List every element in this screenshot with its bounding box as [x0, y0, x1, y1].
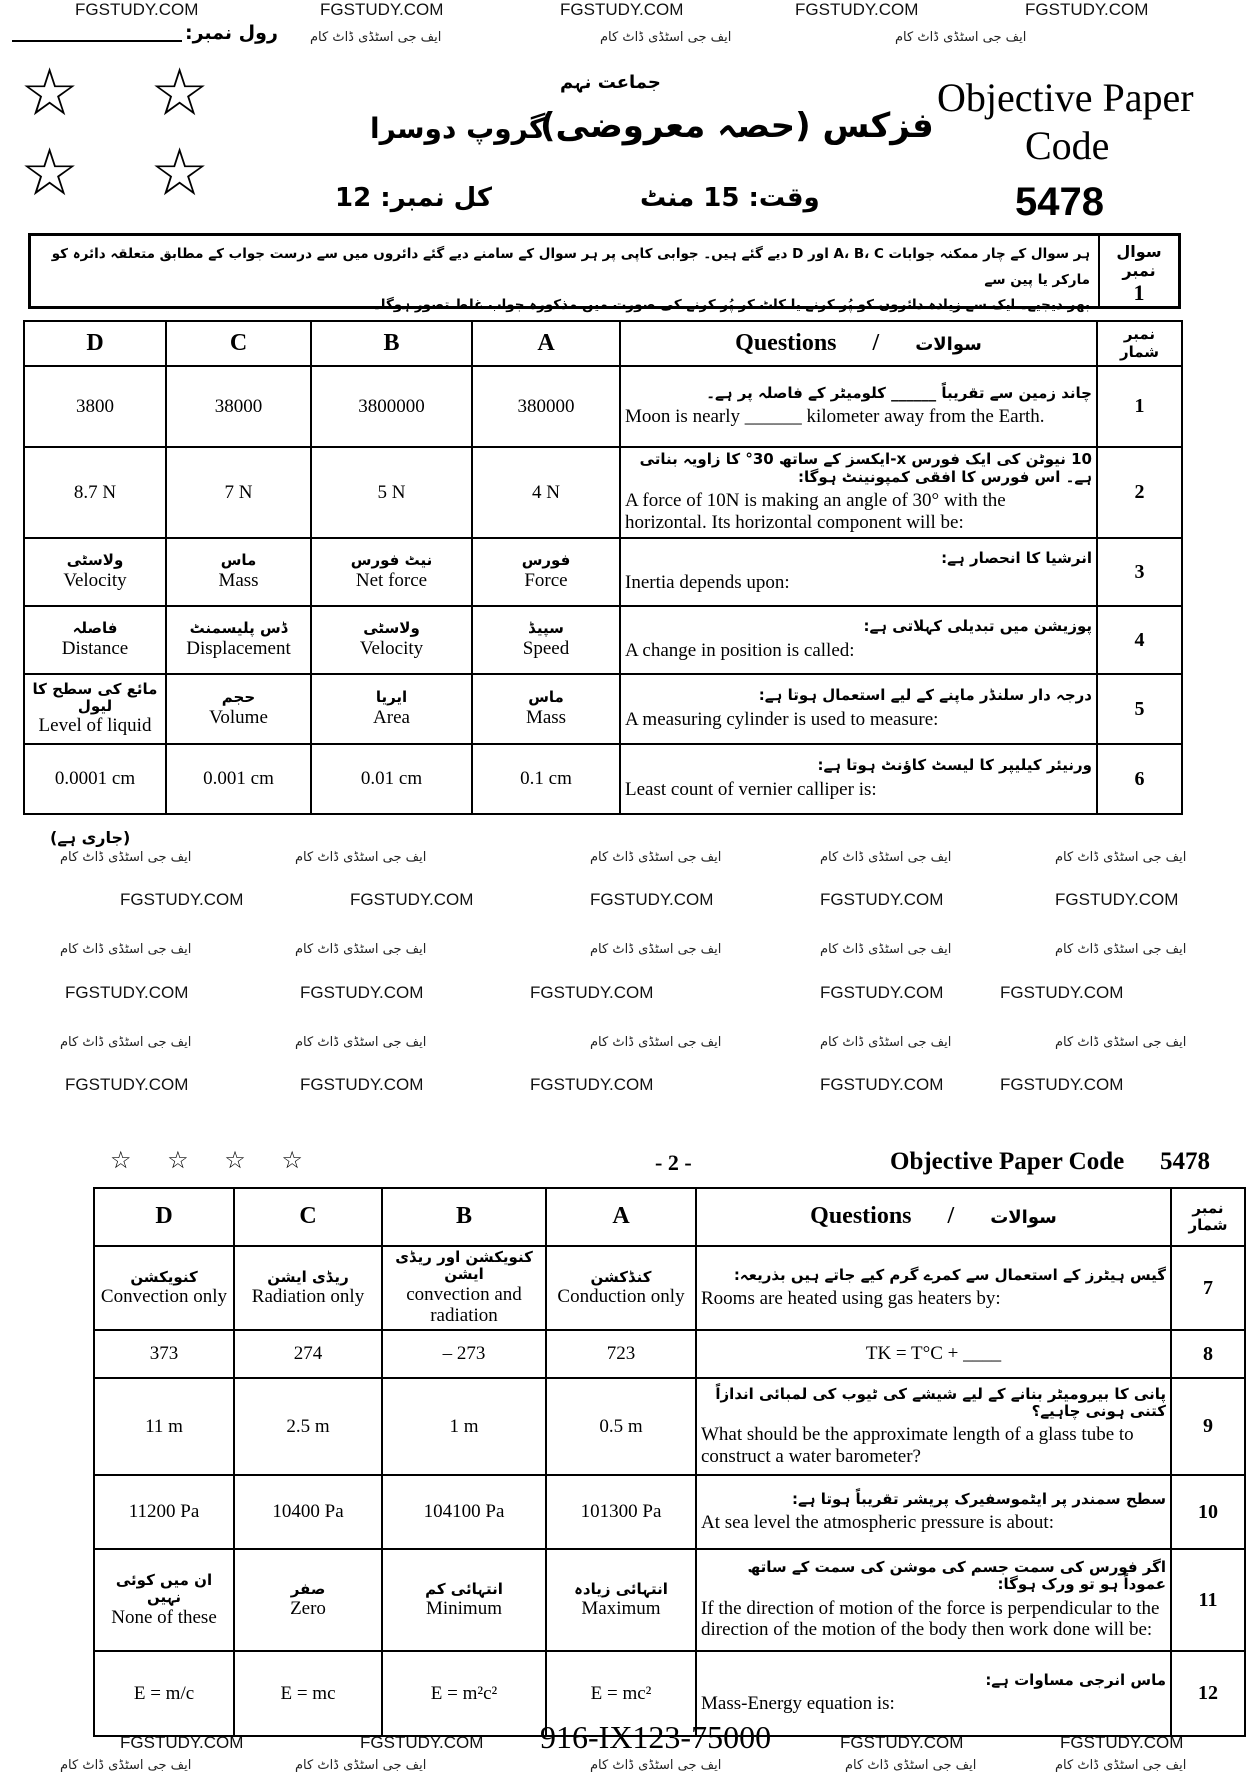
question-number-label: سوال نمبر: [1116, 242, 1162, 280]
column-number: نمبر شمار: [1171, 1188, 1245, 1246]
watermark-text: FGSTUDY.COM: [120, 1733, 244, 1752]
question-number: 2: [1097, 447, 1182, 538]
option-c-text: Zero: [290, 1597, 326, 1619]
question-number: 11: [1171, 1549, 1245, 1651]
option-a-text: Mass: [525, 706, 567, 728]
option-a: [546, 1475, 696, 1549]
paper-title-line1: Objective Paper: [937, 75, 1194, 120]
option-a-urdu: سپیڈ: [528, 619, 564, 638]
option-d: [94, 1549, 234, 1651]
column-d: D: [24, 321, 166, 366]
watermark-text: FGSTUDY.COM: [590, 890, 714, 909]
instruction-line-2: بھر دیجیے۔ ایک سے زیادہ دائروں کو پُر کرنے یا کاٹ کر پُر کرنے کی صورت میں مذکورہ جواب غلط تصور ہوگا۔: [372, 297, 1090, 314]
option-d-text: Level of liquid: [38, 715, 152, 737]
column-number: نمبر شمار: [1097, 321, 1182, 366]
question-urdu: درجہ دار سلنڈر ماپنے کے لیے استعمال ہوتا ہے:: [758, 686, 1092, 705]
watermark-text: FGSTUDY.COM: [1000, 1075, 1124, 1094]
question-urdu: ماس انرجی مساوات ہے:: [985, 1671, 1166, 1690]
watermark-text: FGSTUDY.COM: [820, 983, 944, 1002]
question-english: Mass-Energy equation is:: [701, 1693, 895, 1715]
option-b-text: Net force: [355, 569, 428, 591]
option-a: [472, 366, 620, 447]
option-d-text: E = m/c: [133, 1682, 195, 1704]
option-a-text: E = mc²: [590, 1682, 652, 1704]
watermark-urdu: ایف جی اسٹڈی ڈاٹ کام: [1055, 942, 1187, 957]
watermark-urdu: ایف جی اسٹڈی ڈاٹ کام: [60, 1758, 192, 1773]
option-d: [24, 447, 166, 538]
question-number: 3: [1097, 538, 1182, 606]
option-d-text: 3800: [76, 395, 114, 417]
option-d: [94, 1651, 234, 1736]
option-c: [234, 1651, 382, 1736]
option-a-text: 380000: [517, 395, 575, 417]
option-b-urdu: ولاسٹی: [363, 619, 420, 638]
watermark-text: FGSTUDY.COM: [350, 890, 474, 909]
table-header-row: [24, 321, 1182, 366]
option-c-urdu: ریڈی ایشن: [267, 1267, 349, 1286]
question-cell: [620, 447, 1097, 538]
option-b: [311, 674, 472, 744]
question-english: Inertia depends upon:: [625, 571, 790, 593]
option-d: [94, 1475, 234, 1549]
option-c-text: Volume: [209, 706, 268, 728]
table-row: [24, 447, 1182, 538]
option-d: [24, 606, 166, 674]
table-row: [94, 1246, 1245, 1330]
option-d: [94, 1378, 234, 1475]
option-b-urdu: نیٹ فورس: [350, 551, 433, 570]
subject-title: فزکس (حصہ معروضی): [540, 106, 934, 146]
option-a-text: Speed: [522, 637, 570, 659]
question-english: A measuring cylinder is used to measure:: [625, 708, 939, 730]
question-cell: [696, 1330, 1171, 1378]
watermark-urdu: ایف جی اسٹڈی ڈاٹ کام: [1055, 1758, 1187, 1773]
option-c-urdu: ماس: [220, 551, 257, 570]
question-cell: [696, 1246, 1171, 1330]
option-b: [311, 606, 472, 674]
option-a-urdu: فورس: [521, 551, 571, 570]
option-b-text: E = m²c²: [430, 1682, 498, 1704]
option-c: [166, 606, 311, 674]
option-d-urdu: ان میں کوئی نہیں: [115, 1571, 213, 1607]
roll-number-label: رول نمبر:: [185, 22, 278, 44]
total-marks: کل نمبر: 12: [335, 183, 492, 213]
column-b: B: [311, 321, 472, 366]
option-c: [234, 1549, 382, 1651]
star-icon: ☆: [20, 54, 80, 131]
option-d-text: 0.0001 cm: [54, 768, 136, 790]
star-icon: ☆: [150, 54, 210, 131]
option-d-text: 11 m: [145, 1415, 183, 1437]
option-b-text: Area: [373, 706, 410, 728]
column-questions: [696, 1188, 1171, 1246]
watermark-urdu: ایف جی اسٹڈی ڈاٹ کام: [1055, 1035, 1187, 1050]
question-cell: [620, 674, 1097, 744]
option-d: [24, 366, 166, 447]
table-row: [94, 1475, 1245, 1549]
watermark-text: FGSTUDY.COM: [560, 0, 684, 19]
option-c: [234, 1378, 382, 1475]
roll-number-line: [12, 40, 182, 42]
option-d: [94, 1330, 234, 1378]
table-row: [24, 744, 1182, 814]
option-c-text: 38000: [214, 395, 263, 417]
question-urdu: پانی کا بیرومیٹر بنانے کے لیے شیشے کی ٹیوب کی لمبائی اندازاً کتنی ہونی چاہیے؟: [715, 1384, 1166, 1420]
option-d-text: 8.7 N: [73, 481, 117, 503]
question-number: 1: [1097, 366, 1182, 447]
question-cell: [620, 538, 1097, 606]
column-d: D: [94, 1188, 234, 1246]
watermark-text: FGSTUDY.COM: [795, 0, 919, 19]
watermark-text: FGSTUDY.COM: [1000, 983, 1124, 1002]
option-d-urdu: ولاسٹی: [66, 551, 124, 570]
question-cell: [620, 366, 1097, 447]
option-c-text: 10400 Pa: [272, 1501, 344, 1523]
watermark-urdu: ایف جی اسٹڈی ڈاٹ کام: [845, 1758, 977, 1773]
watermark-text: FGSTUDY.COM: [1025, 0, 1149, 19]
watermark-urdu: ایف جی اسٹڈی ڈاٹ کام: [820, 1035, 952, 1050]
group-label: گروپ دوسرا: [370, 112, 546, 145]
questions-label: Questions: [735, 329, 837, 356]
table-row: [24, 674, 1182, 744]
questions-urdu-label: سوالات: [915, 333, 982, 355]
star-icon: ☆: [20, 134, 80, 211]
option-a-text: 0.1 cm: [520, 768, 572, 790]
option-c: [234, 1475, 382, 1549]
star-icon: ☆: [150, 134, 210, 211]
instruction-line-1: ہر سوال کے چار ممکنہ جوابات A، B، C اور D دیے گئے ہیں۔ جوابی کاپی پر ہر سوال کے سامنے دیے گئے دائروں میں سے درست جواب کے مطابق متعلقہ دائرہ کو مارکر یا پین سے: [51, 246, 1090, 288]
option-c: [166, 366, 311, 447]
paper-id: 916-IX123-75000: [540, 1719, 772, 1755]
page2-title: Objective Paper Code: [890, 1148, 1125, 1175]
question-urdu: گیس ہیٹرز کے استعمال سے کمرے گرم کیے جاتے ہیں بذریعہ:: [733, 1265, 1166, 1284]
option-a-urdu: ماس: [528, 688, 564, 707]
questions-table-2: [93, 1187, 1246, 1737]
watermark-urdu: ایف جی اسٹڈی ڈاٹ کام: [295, 942, 427, 957]
option-d-text: 11200 Pa: [128, 1501, 200, 1523]
option-a-text: Maximum: [581, 1597, 661, 1619]
option-c-text: 0.001 cm: [203, 768, 274, 790]
table-row: [24, 606, 1182, 674]
option-a: [472, 538, 620, 606]
option-c: [166, 674, 311, 744]
slash: /: [947, 1203, 955, 1230]
questions-table-1: [23, 320, 1183, 815]
question-number: 10: [1171, 1475, 1245, 1549]
option-b-text: Minimum: [425, 1597, 502, 1619]
question-cell: [696, 1378, 1171, 1475]
option-d-text: None of these: [111, 1606, 217, 1628]
option-b-urdu: ایریا: [375, 688, 408, 707]
option-b: [382, 1378, 546, 1475]
watermark-text: FGSTUDY.COM: [840, 1733, 964, 1752]
watermark-text: FGSTUDY.COM: [65, 1075, 189, 1094]
watermark-urdu: ایف جی اسٹڈی ڈاٹ کام: [590, 850, 722, 865]
option-b-text: 5 N: [377, 481, 406, 503]
column-a: A: [472, 321, 620, 366]
question-urdu: پوزیشن میں تبدیلی کہلاتی ہے:: [863, 617, 1092, 636]
question-urdu: اگر فورس کی سمت جسم کی موشن کی سمت کے ساتھ عموداً ہو تو ورک ہوگا:: [747, 1558, 1166, 1594]
option-a-text: 723: [606, 1343, 636, 1365]
question-number: 9: [1171, 1378, 1245, 1475]
watermark-text: FGSTUDY.COM: [530, 1075, 654, 1094]
option-a-urdu: انتہائی زیادہ: [574, 1579, 668, 1598]
watermark-urdu: ایف جی اسٹڈی ڈاٹ کام: [590, 942, 722, 957]
option-c: [234, 1330, 382, 1378]
watermark-text: FGSTUDY.COM: [360, 1733, 484, 1752]
option-a: [472, 674, 620, 744]
watermark-text: FGSTUDY.COM: [320, 0, 444, 19]
option-c-text: Mass: [218, 569, 259, 591]
question-cell: [620, 606, 1097, 674]
option-d-text: Convection only: [100, 1285, 228, 1307]
question-urdu: ورنیئر کیلیپر کا لیسٹ کاؤنٹ ہوتا ہے:: [817, 756, 1092, 775]
option-a: [546, 1378, 696, 1475]
watermark-urdu: ایف جی اسٹڈی ڈاٹ کام: [600, 30, 732, 45]
watermark-text: FGSTUDY.COM: [820, 1075, 944, 1094]
option-d: [94, 1246, 234, 1330]
option-b-text: 104100 Pa: [423, 1501, 505, 1523]
option-c-text: 7 N: [224, 481, 253, 503]
question-number: 6: [1097, 744, 1182, 814]
watermark-text: FGSTUDY.COM: [1055, 890, 1179, 909]
option-a-text: Force: [524, 569, 568, 591]
instructions-box: [28, 233, 1181, 314]
watermark-urdu: ایف جی اسٹڈی ڈاٹ کام: [820, 942, 952, 957]
page2-code: 5478: [1160, 1148, 1210, 1175]
option-b: [311, 744, 472, 814]
option-d-urdu: مائع کی سطح کا لیول: [32, 679, 158, 716]
option-a-text: 0.5 m: [599, 1415, 643, 1437]
watermark-urdu: ایف جی اسٹڈی ڈاٹ کام: [590, 1758, 722, 1773]
option-d-urdu: فاصلہ: [72, 619, 118, 638]
option-c: [166, 744, 311, 814]
question-english: A force of 10N is making an angle of 30° with the horizontal. Its horizontal component will be:: [625, 489, 1006, 533]
option-c-urdu: صفر: [290, 1579, 326, 1598]
watermark-text: FGSTUDY.COM: [75, 0, 199, 19]
option-b: [382, 1330, 546, 1378]
watermark-urdu: ایف جی اسٹڈی ڈاٹ کام: [60, 850, 192, 865]
option-c-text: 2.5 m: [286, 1415, 330, 1437]
question-english: Rooms are heated using gas heaters by:: [701, 1287, 1001, 1309]
watermark-text: FGSTUDY.COM: [120, 890, 244, 909]
watermark-text: FGSTUDY.COM: [300, 983, 424, 1002]
option-a: [472, 606, 620, 674]
table-row: [94, 1378, 1245, 1475]
option-b: [382, 1651, 546, 1736]
question-urdu: چاند زمین سے تقریباً ______ کلومیٹر کے فاصلہ پر ہے۔: [706, 383, 1092, 402]
column-c: C: [166, 321, 311, 366]
option-b-urdu: کنویکشن اور ریڈی ایشن: [395, 1248, 533, 1284]
watermark-urdu: ایف جی اسٹڈی ڈاٹ کام: [295, 1758, 427, 1773]
slash: /: [872, 329, 880, 356]
page2-stars: ☆ ☆ ☆ ☆: [110, 1146, 317, 1174]
option-a: [472, 447, 620, 538]
watermark-urdu: ایف جی اسٹڈی ڈاٹ کام: [310, 30, 442, 45]
watermark-urdu: ایف جی اسٹڈی ڈاٹ کام: [60, 1035, 192, 1050]
option-a-text: 4 N: [532, 481, 560, 503]
table-row: [24, 366, 1182, 447]
option-d-urdu: کنویکشن: [130, 1267, 198, 1286]
paper-code: 5478: [1015, 180, 1104, 224]
question-cell: [620, 744, 1097, 814]
watermark-text: FGSTUDY.COM: [530, 983, 654, 1002]
question-english: A change in position is called:: [625, 639, 855, 661]
questions-label: Questions: [810, 1203, 912, 1230]
question-number: 8: [1171, 1330, 1245, 1378]
watermark-urdu: ایف جی اسٹڈی ڈاٹ کام: [590, 1035, 722, 1050]
question-english: At sea level the atmospheric pressure is about:: [701, 1511, 1054, 1533]
question-english: Least count of vernier calliper is:: [625, 778, 877, 800]
option-d: [24, 744, 166, 814]
option-d: [24, 538, 166, 606]
option-c: [166, 447, 311, 538]
question-urdu: سطح سمندر پر ایٹموسفیرک پریشر تقریباً ہوتا ہے:: [791, 1489, 1166, 1508]
question-english: What should be the approximate length of a glass tube to construct a water barometer?: [701, 1424, 1134, 1467]
option-b-text: Velocity: [359, 637, 424, 659]
option-d-text: 373: [149, 1343, 179, 1365]
option-c: [234, 1246, 382, 1330]
option-c-text: Radiation only: [251, 1285, 365, 1307]
option-c: [166, 538, 311, 606]
option-b-text: – 273: [442, 1343, 486, 1365]
question-urdu: 10 نیوٹن کی ایک فورس x-ایکسز کے ساتھ 30° کا زاویہ بناتی ہے۔ اس فورس کا افقی کمپونینٹ ہوگا:: [639, 450, 1092, 486]
option-b: [382, 1475, 546, 1549]
continued-label: (جاری ہے): [50, 828, 131, 847]
watermark-text: FGSTUDY.COM: [820, 890, 944, 909]
question-urdu: انرشیا کا انحصار ہے:: [941, 549, 1092, 568]
option-b-text: 0.01 cm: [360, 768, 423, 790]
question-cell: [696, 1549, 1171, 1651]
option-b-text: 1 m: [449, 1415, 479, 1437]
question-number: 12: [1171, 1651, 1245, 1736]
question-number: 5: [1097, 674, 1182, 744]
option-b: [311, 366, 472, 447]
watermark-urdu: ایف جی اسٹڈی ڈاٹ کام: [295, 850, 427, 865]
watermark-urdu: ایف جی اسٹڈی ڈاٹ کام: [295, 1035, 427, 1050]
table-row: [94, 1549, 1245, 1651]
option-b: [311, 447, 472, 538]
questions-urdu-label: سوالات: [990, 1207, 1057, 1229]
option-b: [382, 1246, 546, 1330]
watermark-urdu: ایف جی اسٹڈی ڈاٹ کام: [60, 942, 192, 957]
question-english: Moon is nearly ______ kilometer away from the Earth.: [625, 406, 1045, 428]
watermark-text: FGSTUDY.COM: [300, 1075, 424, 1094]
option-b-text: 3800000: [358, 395, 425, 417]
option-b-text: convection and radiation: [406, 1283, 522, 1327]
watermark-text: FGSTUDY.COM: [1060, 1733, 1184, 1752]
option-c-urdu: حجم: [221, 688, 256, 707]
option-a: [472, 744, 620, 814]
option-c-text: E = mc: [280, 1682, 336, 1704]
option-d: [24, 674, 166, 744]
watermark-urdu: ایف جی اسٹڈی ڈاٹ کام: [895, 30, 1027, 45]
option-a-text: 101300 Pa: [580, 1501, 662, 1523]
option-c-text: Displacement: [186, 637, 291, 659]
question-number: 7: [1171, 1246, 1245, 1330]
option-c-urdu: ڈس پلیسمنٹ: [189, 619, 288, 638]
option-a: [546, 1246, 696, 1330]
option-c-text: 274: [293, 1343, 323, 1365]
option-a-text: Conduction only: [557, 1285, 685, 1307]
column-b: B: [382, 1188, 546, 1246]
table-row: [94, 1330, 1245, 1378]
option-b-urdu: انتہائی کم: [425, 1579, 503, 1598]
option-a: [546, 1549, 696, 1651]
question-english: TK = T°C + ____: [865, 1343, 1002, 1365]
table-row: [24, 538, 1182, 606]
watermark-urdu: ایف جی اسٹڈی ڈاٹ کام: [1055, 850, 1187, 865]
question-number: 4: [1097, 606, 1182, 674]
question-cell: [696, 1475, 1171, 1549]
column-questions: [620, 321, 1097, 366]
column-a: A: [546, 1188, 696, 1246]
option-a-urdu: کنڈکشن: [590, 1267, 652, 1286]
question-english: If the direction of motion of the force is perpendicular to the direction of the motion of the body then work done will be:: [701, 1597, 1160, 1641]
option-b: [382, 1549, 546, 1651]
watermark-urdu: ایف جی اسٹڈی ڈاٹ کام: [820, 850, 952, 865]
option-a: [546, 1330, 696, 1378]
option-d-text: Distance: [61, 637, 129, 659]
option-b: [311, 538, 472, 606]
table-header-row: [94, 1188, 1245, 1246]
column-c: C: [234, 1188, 382, 1246]
page-number: - 2 -: [655, 1150, 692, 1175]
time-allowed: وقت: 15 منٹ: [640, 183, 820, 213]
question-number: 1: [1133, 280, 1145, 305]
class-label: جماعت نہم: [560, 72, 661, 93]
option-d-text: Velocity: [63, 569, 127, 591]
paper-title-line2: Code: [1025, 123, 1110, 168]
watermark-text: FGSTUDY.COM: [65, 983, 189, 1002]
